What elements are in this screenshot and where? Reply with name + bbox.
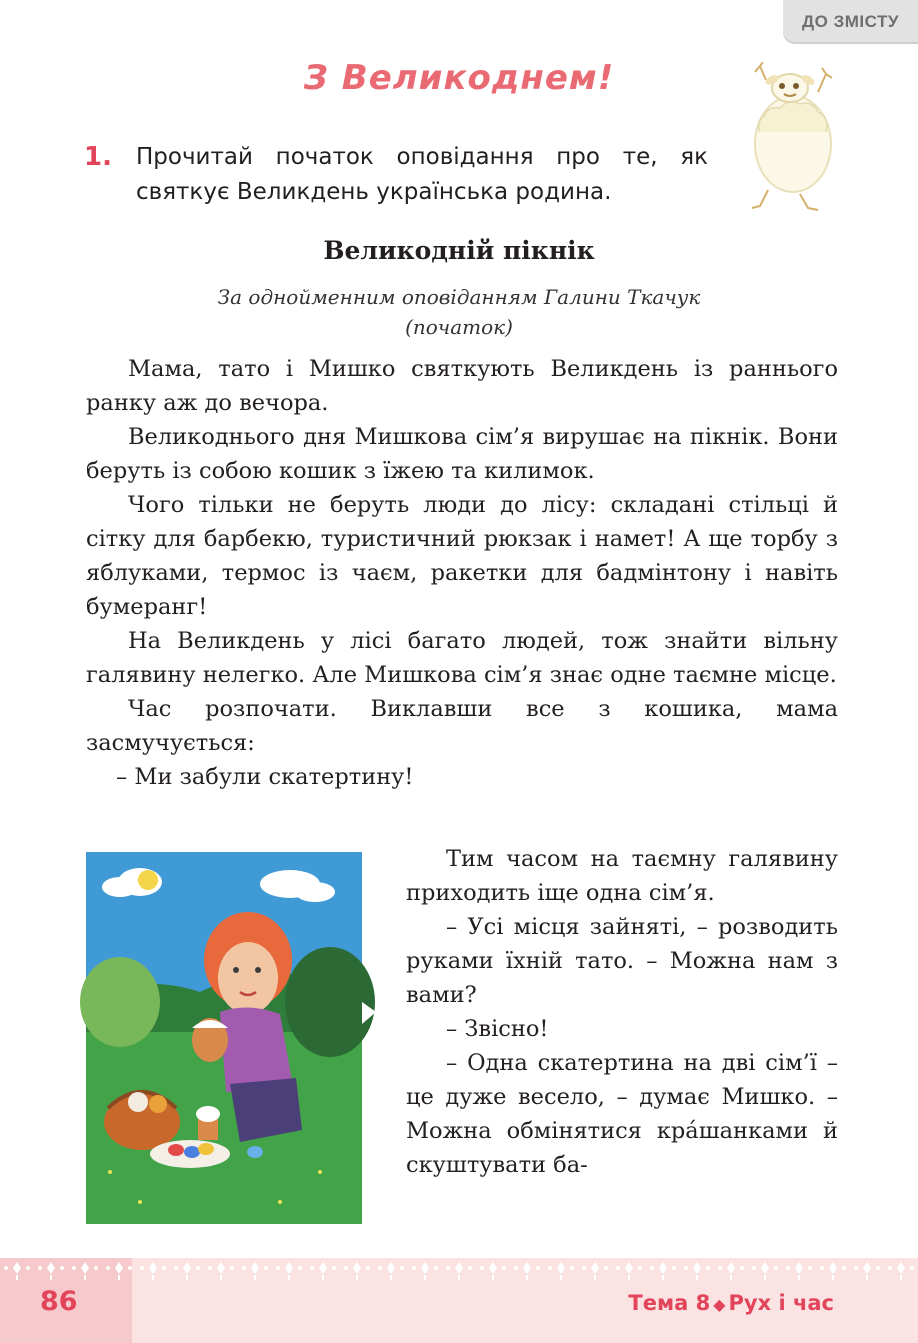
sheep-illustration [738,62,842,214]
story-paragraph: Чого тільки не беруть люди до лісу: складані стільці й сітку для барбекю, туристичний рюкзак і намет! А ще торбу з яблуками, термос із чаєм, ракетки для бадмінтону і навіть бумеранг! [86,492,838,620]
topic-label [628,1291,834,1315]
story-dialogue: – Усі місця зайняті, – розводить руками їхній тато. – Можна нам з вами? [406,914,838,1008]
story-attribution [0,282,918,342]
story-paragraph: На Великдень у лісі багато людей, тож знайти вільну галявину нелегко. Але Мишкова сім’я знає одне таємне місце. [86,628,838,688]
task-number: 1. [84,142,112,172]
page-number: 86 [40,1286,78,1317]
attribution-note: (початок) [405,315,513,339]
topic-number: Тема 8 [628,1291,711,1315]
picnic-illustration [80,852,392,1230]
page-footer [0,1258,918,1343]
story-paragraph: Мама, тато і Мишко святкують Великдень із раннього ранку аж до вечора. [86,356,838,416]
story-dialogue: – Звісно! [446,1016,549,1042]
section-title: З Великоднем! [303,58,615,98]
story-text-side [406,842,838,1182]
story-text [86,352,838,794]
diamond-separator-icon: ◆ [713,1295,726,1314]
story-paragraph: Великоднього дня Мишкова сім’я вирушає на пікнік. Вони беруть із собою кошик з їжею та килимок. [86,424,838,484]
story-title: Великодній пікнік [323,236,595,265]
toc-link-label: ДО ЗМІСТУ [802,12,899,31]
story-dialogue: – Ми забули скатертину! [116,764,414,790]
ornament-pattern [0,1260,918,1282]
attribution-author: За однойменним оповіданням Галини Ткачук [217,285,701,309]
story-dialogue: – Одна скатертина на дві сім’ї – це дуже весело, – думає Мишко. – Можна обмінятися кра́шанками й скуштувати ба- [406,1050,838,1178]
task-instruction: Прочитай початок оповідання про те, як святкує Великдень українська родина. [136,144,708,205]
story-paragraph: Час розпочати. Виклавши все з кошика, мама засмучується: [86,696,838,756]
story-paragraph: Тим часом на таємну галявину приходить іще одна сім’я. [406,846,838,906]
toc-link[interactable] [783,0,918,44]
topic-name: Рух і час [728,1291,834,1315]
